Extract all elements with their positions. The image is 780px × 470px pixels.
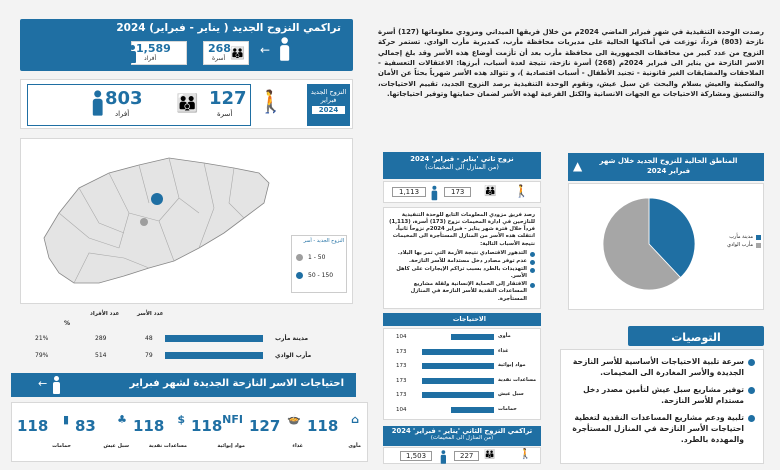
needs-bar <box>422 349 494 355</box>
bathroom-icon: ▮ <box>62 413 69 426</box>
second-cum-individuals: 1,503 <box>400 451 432 461</box>
shelter-icon: ⌂ <box>351 413 359 426</box>
new-displacement-card <box>20 79 353 129</box>
need-item <box>131 409 187 457</box>
row-families: 79 <box>145 352 153 359</box>
pie-chart <box>599 194 699 294</box>
new-families-label: أسرة <box>217 110 233 118</box>
needs-chart-header <box>383 313 541 326</box>
need-value: 118 <box>307 417 339 435</box>
person-arrow-icon <box>51 376 61 394</box>
areas-table <box>20 308 353 368</box>
needs-bar-value: 104 <box>396 406 407 413</box>
recommendation-item <box>569 356 755 378</box>
new-disp-badge <box>307 84 350 126</box>
second-families: 173 <box>444 187 471 197</box>
second-disp-subtitle: (من المنازل الى المخيمات) <box>425 163 499 171</box>
needs-bar-label: غذاء <box>498 347 509 354</box>
row-individuals: 514 <box>95 352 107 359</box>
pie-legend <box>709 234 761 248</box>
row-families: 48 <box>145 335 153 342</box>
need-label: غذاء <box>292 443 303 449</box>
needs-banner <box>11 373 356 397</box>
food-icon: 🍲 <box>287 413 301 426</box>
person-arrow-icon <box>278 37 291 60</box>
needs-bar <box>422 392 494 398</box>
arrow-icon: 🚶 <box>514 184 529 198</box>
needs-icons-row <box>11 402 368 462</box>
second-cum-title: تراكمي النزوح الثاني 'يناير - فبراير' 2024 <box>391 427 533 435</box>
legend-label: مأرب الوادي <box>727 242 753 248</box>
reason-text: التهديدات بالطرد بسبب تراكم الإيجارات على كاهل الأسر. <box>396 265 527 280</box>
need-item <box>247 409 303 457</box>
need-label: مأوى <box>348 443 361 449</box>
marib-city-marker <box>140 218 148 226</box>
row-pct: 21% <box>35 335 49 342</box>
need-label: مساعدات نقدية <box>148 443 187 449</box>
family-icon: 👪 <box>484 186 497 197</box>
family-icon: 👪 <box>176 93 199 114</box>
legend-label: مدينة مأرب <box>729 234 753 240</box>
need-label: سبل عيش <box>103 443 129 449</box>
individuals-label: أفراد <box>144 55 157 62</box>
pie-panel <box>568 183 764 310</box>
bullet-icon <box>530 252 535 257</box>
needs-chart <box>383 328 541 420</box>
arrow-icon: ← <box>260 43 271 57</box>
legend-item <box>709 234 761 240</box>
second-cum-subtitle: (من المنازل الى المخيمات) <box>430 435 494 441</box>
header-pct: % <box>64 320 71 327</box>
second-disp-text: رصد فريق مزودي المعلومات التابع للوحدة التنفيذية للنازحين في ادارة المخيمات نزوح (173) أسرة، (1,113) فرداً خلال فترة شهر يناير - فبراير 2024م نزوحاً ثانياً، انتقلت هذه الأسر من المنازل المستأجرة الى المخيمات نتيجة الأسباب التالية: <box>389 212 535 247</box>
livelihood-icon: ♣ <box>117 413 127 426</box>
cumulative-banner <box>20 19 353 71</box>
pie-title: المناطق الحالية للنزوح الجديد خلال شهر فبراير 2024 <box>599 157 738 175</box>
marib-valley-marker <box>151 193 163 205</box>
need-label: مواد إيوائية <box>217 443 245 449</box>
new-disp-month: فبراير <box>320 96 337 104</box>
second-cum-stats <box>383 447 541 464</box>
legend-item <box>296 272 333 279</box>
person-icon <box>127 45 137 63</box>
needs-bar <box>451 334 494 340</box>
needs-bar <box>422 363 494 369</box>
legend-item <box>709 242 761 248</box>
families-label: أسرة <box>212 55 226 62</box>
bullet-icon <box>748 415 755 422</box>
needs-banner-title: احتياجات الاسر النازحة الجديدة لشهر فبراير <box>129 378 344 389</box>
family-icon: 👪 <box>484 450 496 460</box>
map-panel <box>20 138 353 304</box>
needs-bar-value: 173 <box>396 392 407 398</box>
need-value: 118 <box>17 417 49 435</box>
reason-item <box>389 250 535 257</box>
person-icon <box>430 186 438 200</box>
need-value: 83 <box>75 417 96 435</box>
row-individuals: 289 <box>95 335 107 342</box>
needs-bar-value: 104 <box>396 334 407 340</box>
row-bar <box>165 335 263 342</box>
row-pct: 79% <box>35 352 49 359</box>
walking-person-icon: 🚶 <box>519 449 532 460</box>
legend-dot <box>296 254 303 261</box>
pie-header <box>568 153 764 181</box>
row-name: مدينة مأرب <box>275 335 309 342</box>
needs-bar-label: مساعدات نقدية <box>498 376 537 383</box>
reason-item <box>389 258 535 265</box>
second-disp-title: نزوح ثاني 'يناير - فبراير' 2024 <box>410 155 514 163</box>
reason-text: الافتقار إلى الحماية الإنسانية ولقلة مشاريع المساعدات النقدية للأسر النازحة في المنازل المستأجرة. <box>410 281 527 302</box>
second-disp-stats <box>383 181 541 203</box>
second-cum-families: 227 <box>454 451 479 461</box>
second-disp-text-box <box>383 207 541 309</box>
new-disp-year: 2024 <box>312 106 345 114</box>
needs-bar-value: 173 <box>396 363 407 369</box>
bullet-icon <box>748 387 755 394</box>
recommendations-list <box>560 349 764 464</box>
new-disp-title: النزوح الجديد <box>310 88 347 96</box>
new-families-value: 127 <box>209 88 247 109</box>
bullet-icon <box>748 359 755 366</box>
needs-bar-label: سبل عيش <box>498 391 524 397</box>
bullet-icon <box>530 260 535 265</box>
legend-item <box>296 254 325 261</box>
individuals-value: 1,589 <box>136 42 171 55</box>
intro-paragraph: رصدت الوحدة التنفيذية في شهر فبراير الماضي 2024م من خلال فريقها الميداني ومزودي معلوماتها (127) أسرة نازحة (803) فرداً، توزعت في أماكنها الحالية على مديريات محافظة مأرب، كمديرية مأرب الوادي. تستمر حركة النزوح من عدد كبير من محافظات الجمهورية الى محافظة مأرب بعد أن تأزمت أوضاع هذه الأسر وقد بلغ إجمالي الاسر النازحة من يناير الى فبراير 2024م (268) أسرة نازحة، نتيجة لعدة أسباب، أبرزها: الاعتقالات التعسفية - الملاحقات والمضايقات الغير قانونية - تجنيد الأطفال - أسباب اقتصادية )، و تتوالد هذه الأسر شهرياً بحثاً عن الأمان والسكينة والعيش بسلام والبحث عن سبل عيش، وتقوم الوحدة التنفيذية برصد النزوح الجديد، تقييم الاحتياجات، والتنسيق ومشاركة الاحتياجات مع الجهات الانسانية والكتل الفرعية لهذه الأسر لضمان حمايتها وتوفير احتياجاتها. <box>378 28 764 99</box>
recommendations-header <box>628 326 764 346</box>
individuals-box <box>131 41 187 65</box>
recommendation-item <box>569 384 755 406</box>
new-individuals-value: 803 <box>105 88 143 109</box>
reason-item <box>389 281 535 302</box>
second-cum-header <box>383 426 541 446</box>
recommendation-text: توفير مشاريع سبل عيش لتأمين مصدر دخل مستدام للأسر النازحة. <box>583 385 744 405</box>
chart-icon: ▲ <box>573 159 583 173</box>
need-label: حمامات <box>52 443 71 449</box>
need-item <box>73 409 129 457</box>
legend-dot <box>296 272 303 279</box>
cash-icon: $ <box>177 413 185 426</box>
needs-chart-title: الاحتياجات <box>452 315 486 323</box>
recommendation-text: تلبية ودعم مشاريع المساعدات النقدية لتغطية احتياجات الأسر النازحة في المنازل المستأجرة والمهددة بالطرد. <box>572 413 744 444</box>
needs-bar-value: 173 <box>396 348 407 355</box>
bullet-icon <box>530 283 535 288</box>
new-individuals-label: أفراد <box>115 110 130 118</box>
need-item <box>15 409 71 457</box>
family-icon: 👪 <box>230 46 245 60</box>
second-individuals: 1,113 <box>392 187 426 197</box>
need-value: 127 <box>249 417 281 435</box>
reason-text: عدم توفر مصادر دخل مستدامة للأسر النازحة. <box>409 257 527 264</box>
need-value: 118 <box>133 417 165 435</box>
families-box <box>203 41 249 65</box>
reason-item <box>389 266 535 280</box>
reason-text: التدهور الاقتصادي نتيجة الأزمة التي تمر بها البلاد. <box>397 249 527 256</box>
needs-bar-label: مأوى <box>498 333 511 339</box>
row-name: مأرب الوادي <box>275 352 312 359</box>
needs-bar <box>422 378 494 384</box>
yemen-map <box>29 143 279 293</box>
legend-label: 1 - 50 <box>308 254 326 261</box>
families-value: 268 <box>208 42 231 55</box>
banner-title: تراكمي النزوح الجديد ( يناير - فبراير) 2024 <box>116 22 341 34</box>
needs-bar <box>451 407 494 413</box>
need-item <box>305 409 361 457</box>
recommendation-item <box>569 412 755 445</box>
row-bar <box>165 352 263 359</box>
second-disp-header <box>383 152 541 179</box>
legend-label: 50 - 150 <box>308 272 334 279</box>
needs-bar-label: حمامات <box>498 405 517 412</box>
legend-title: النزوح الجديد - أسر <box>303 238 344 244</box>
arrow-icon: ← <box>38 377 48 390</box>
needs-bar-label: مواد إيوائية <box>498 362 526 368</box>
bullet-icon <box>530 268 535 273</box>
recommendations-title: التوصيات <box>671 331 721 344</box>
needs-bar-value: 173 <box>396 377 407 384</box>
need-value: 118 <box>191 417 223 435</box>
reason-list <box>389 250 535 303</box>
header-individuals: عدد الأفراد <box>90 311 120 317</box>
need-item <box>189 409 245 457</box>
map-legend <box>291 235 347 293</box>
person-icon <box>439 450 447 464</box>
header-families: عدد الأسر <box>137 311 164 317</box>
legend-swatch <box>756 243 761 248</box>
nfi-icon: NFI <box>222 413 243 426</box>
person-icon <box>90 90 104 115</box>
recommendation-text: سرعة تلبية الاحتياجات الأساسية للأسر النازحة الجديدة والأسر المغادرة الى المخيمات. <box>572 357 744 377</box>
walking-person-icon: 🚶 <box>257 90 285 115</box>
legend-swatch <box>756 235 761 240</box>
